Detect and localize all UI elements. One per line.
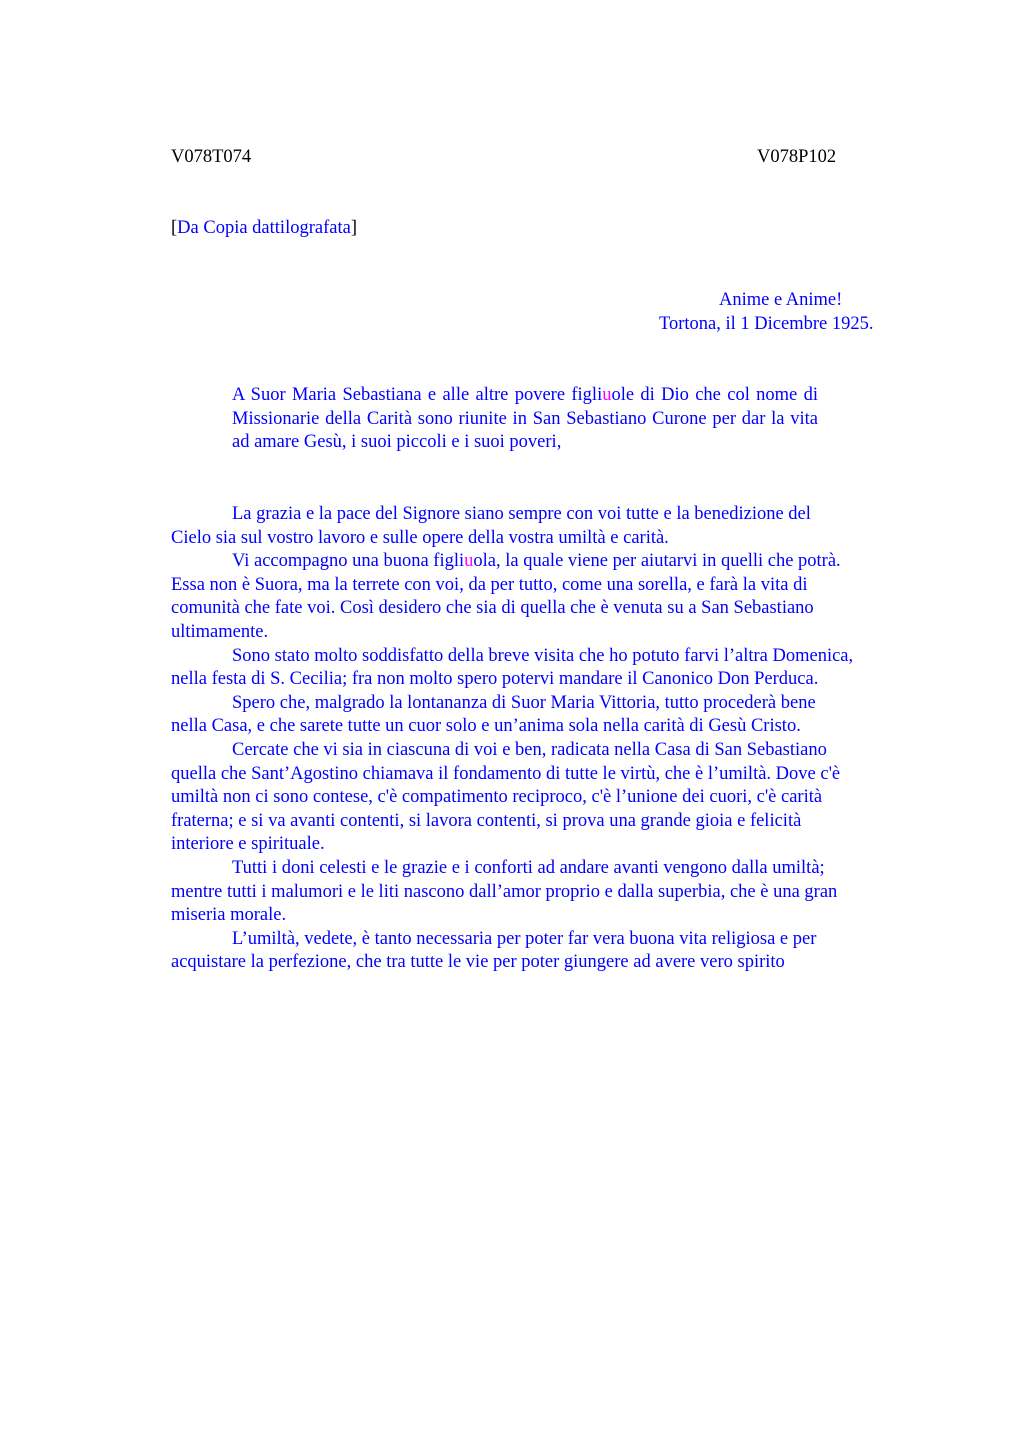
- addressee-highlight: u: [602, 385, 612, 405]
- document-code-left: V078T074: [171, 147, 252, 167]
- source-note-open-bracket: [: [171, 218, 178, 238]
- addressee-text-start: A Suor Maria Sebastiana e alle altre povere figli: [232, 385, 603, 405]
- paragraph-5: Cercate che vi sia in ciascuna di voi e ben, radicata nella Casa di San Sebastiano quella che Sant’Agostino chiamava il fondamento di tutte le virtù, che è l’umiltà. Dove c'è umiltà non ci sono contese, c'è compatimento reciproco, c'è l’unione dei cuori, c'è carità fraterna; e si va avanti contenti, si lavora contenti, si prova una grande gioia e felicità interiore e spirituale.: [171, 739, 841, 855]
- paragraph-4: Spero che, malgrado la lontananza di Suor Maria Vittoria, tutto procederà bene nella Casa, e che sarete tutte un cuor solo e un’anima sola nella carità di Gesù Cristo.: [171, 692, 816, 737]
- source-note: [171, 217, 357, 241]
- letter-addressee: [232, 384, 818, 455]
- paragraph-2: [171, 550, 931, 644]
- paragraph-2-highlight: u: [464, 551, 474, 572]
- paragraph-6: Tutti i doni celesti e le grazie e i conforti ad andare avanti vengono dalla umiltà; mentre tutti i malumori e le liti nascono dall’amor proprio e dalla superbia, che è una gran miseria morale.: [171, 857, 838, 926]
- paragraph-7: L’umiltà, vedete, è tanto necessaria per poter far vera buona vita religiosa e per acquistare la perfezione, che tra tutte le vie per poter giungere ad avere vero spirito: [171, 928, 817, 973]
- source-note-text: Da Copia dattilografata: [177, 218, 351, 238]
- letter-heading: [600, 289, 960, 336]
- source-note-close-bracket: ]: [350, 218, 357, 238]
- document-code-right: V078P102: [757, 147, 837, 167]
- letter-place-date: Tortona, il 1 Dicembre 1925.: [659, 313, 874, 334]
- paragraph-1: La grazia e la pace del Signore siano sempre con voi tutte e la benedizione del Cielo sia sul vostro lavoro e sulle opere della vostra umiltà e carità.: [171, 504, 811, 548]
- letter-motto: Anime e Anime!: [719, 290, 843, 310]
- letter-body: [171, 503, 931, 975]
- paragraph-2-end: ola, la quale viene per aiutarvi in quelli che potrà. Essa non è Suora, ma la terrete con voi, da per tutto, come una sorella, e farà la vita di comunità che fate voi. Così desidero che sia di quella che è venuta su a San Sebastiano ultimamente.: [171, 551, 841, 642]
- addressee-text-end: ole di Dio che col nome di Missionarie della Carità sono riunite in San Sebastiano Curone per dar la vita ad amare Gesù, i suoi piccoli e i suoi poveri,: [232, 385, 818, 453]
- paragraph-2-start: Vi accompagno una buona figli: [232, 551, 465, 572]
- paragraph-3: Sono stato molto soddisfatto della breve visita che ho potuto farvi l’altra Domenica, nella festa di S. Cecilia; fra non molto spero potervi mandare il Canonico Don Perduca.: [171, 645, 854, 690]
